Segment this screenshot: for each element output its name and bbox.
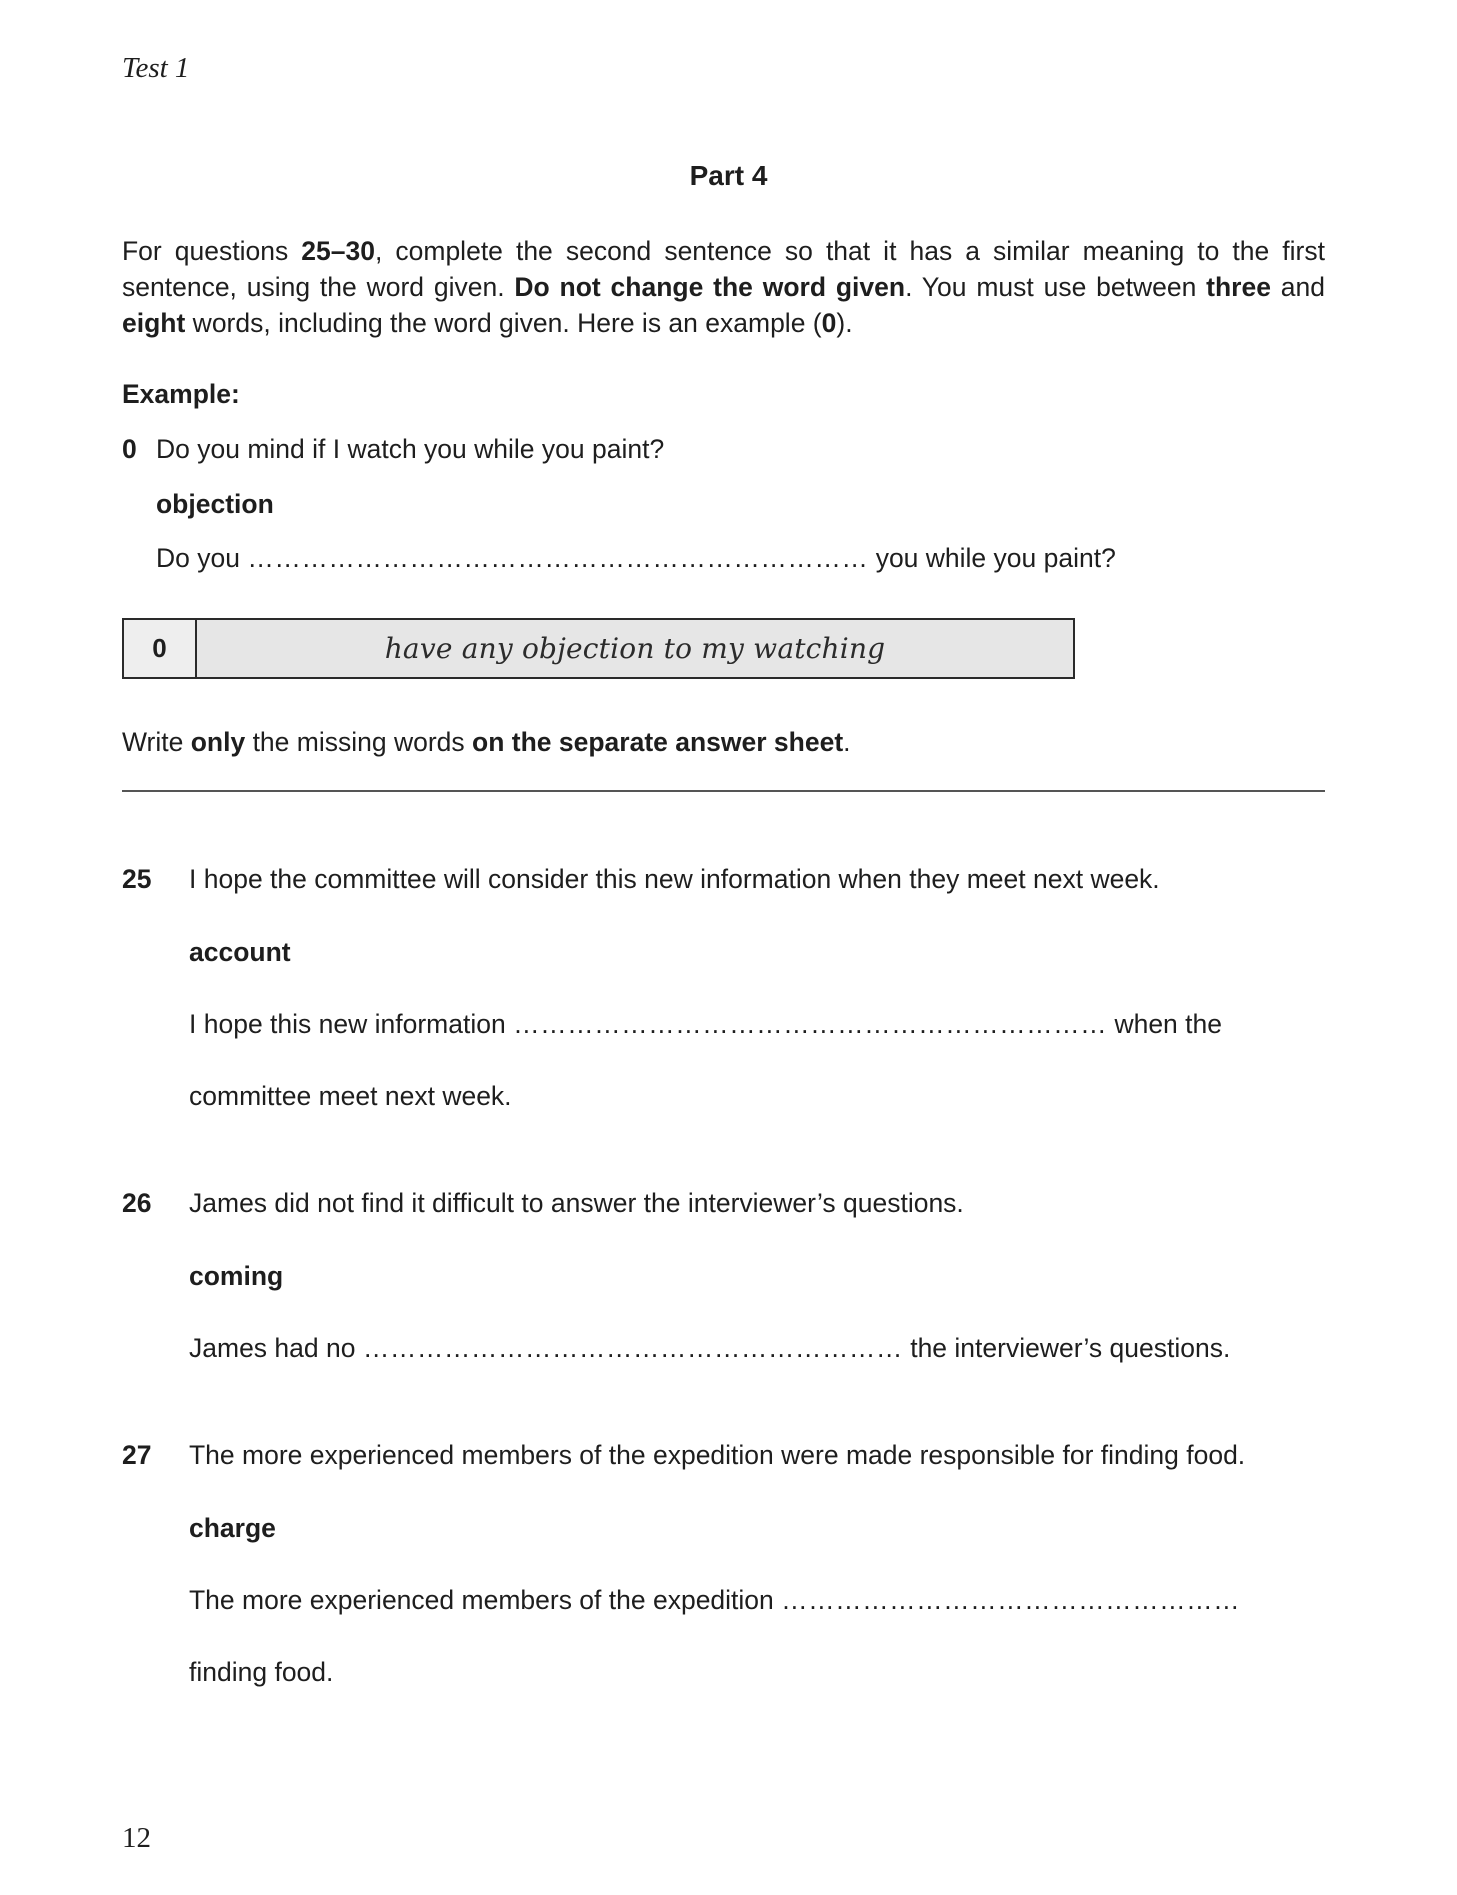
question-keyword: charge bbox=[189, 1513, 276, 1543]
question-gap-continuation: finding food. bbox=[189, 1657, 334, 1687]
rule-emphasis: Do not change the word given bbox=[514, 272, 906, 302]
gap-dots: …………………………………………… bbox=[781, 1585, 1241, 1615]
question-gap-continuation: committee meet next week. bbox=[189, 1081, 512, 1111]
question-number: 26 bbox=[122, 1188, 152, 1218]
example-ref: 0 bbox=[821, 308, 837, 338]
answer-box-number: 0 bbox=[124, 620, 197, 677]
section-divider bbox=[122, 790, 1325, 792]
part-title: Part 4 bbox=[689, 160, 768, 191]
instructions-paragraph: For questions 25–30, complete the second sentence so that it has a similar meaning to the first sentence, using the word given. Do not change the word given. You must use between three and eight words, including the word given. Here is an example (0). bbox=[122, 236, 1325, 338]
min-words: three bbox=[1206, 272, 1271, 302]
example-sentence: Do you mind if I watch you while you paint? bbox=[156, 434, 665, 464]
gap-dots: …………………………………………………… bbox=[362, 1333, 903, 1363]
question-keyword: coming bbox=[189, 1261, 284, 1291]
page-number: 12 bbox=[122, 1822, 151, 1854]
test-header: Test 1 bbox=[122, 52, 190, 84]
question-gap-sentence: James had no …………………………………………………… the interviewer’s questions. bbox=[189, 1333, 1231, 1363]
question-gap-sentence: The more experienced members of the expedition …………………………………………… bbox=[189, 1585, 1241, 1615]
question-keyword: account bbox=[189, 937, 291, 967]
example-keyword: objection bbox=[156, 489, 274, 519]
max-words: eight bbox=[122, 308, 186, 338]
example-answer-box bbox=[122, 618, 1075, 679]
example-number: 0 bbox=[122, 434, 137, 464]
question-sentence: The more experienced members of the expedition were made responsible for finding food. bbox=[189, 1440, 1246, 1470]
question-number: 27 bbox=[122, 1440, 152, 1470]
gap-dots: …………………………………………………………… bbox=[247, 543, 869, 573]
gap-dots: ………………………………………………………… bbox=[513, 1009, 1108, 1039]
question-range: 25–30 bbox=[301, 236, 375, 266]
example-gap-sentence: Do you …………………………………………………………… you while you paint? bbox=[156, 543, 1116, 573]
question-gap-sentence: I hope this new information ………………………………………………………… when the bbox=[189, 1009, 1222, 1039]
answer-box-text: have any objection to my watching bbox=[384, 632, 886, 665]
question-sentence: James did not find it difficult to answer the interviewer’s questions. bbox=[189, 1188, 964, 1218]
example-heading: Example: bbox=[122, 379, 240, 409]
question-number: 25 bbox=[122, 864, 152, 894]
question-sentence: I hope the committee will consider this new information when they meet next week. bbox=[189, 864, 1160, 894]
answer-sheet-note: Write only the missing words on the separate answer sheet. bbox=[122, 727, 851, 757]
